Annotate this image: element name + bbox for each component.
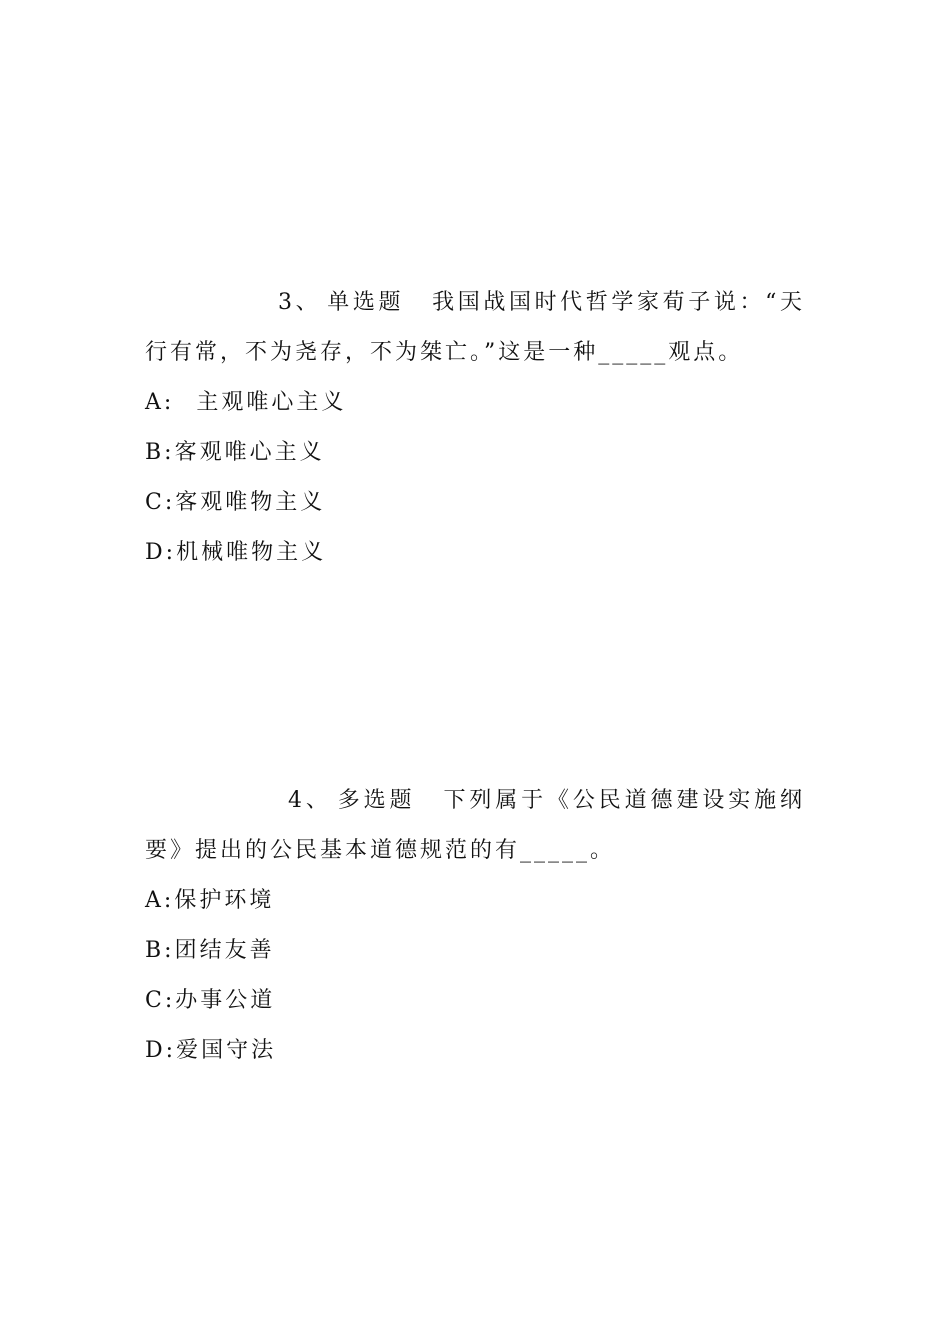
option-d bbox=[145, 528, 805, 578]
option-text: 机械唯物主义 bbox=[176, 540, 327, 565]
question-number: 3、 bbox=[278, 290, 322, 315]
question-type: 单选题 bbox=[327, 290, 405, 315]
option-letter: D: bbox=[145, 1038, 177, 1063]
option-letter: A: bbox=[145, 888, 175, 913]
question-text: 下列属于《公民道德建设实施纲要》提出的公民基本道德规范的有_____。 bbox=[145, 788, 805, 863]
option-letter: D: bbox=[145, 540, 177, 565]
option-b bbox=[145, 926, 805, 976]
question-text: 我国战国时代哲学家荀子说：“天行有常，不为尧存，不为桀亡。”这是一种_____观点。 bbox=[145, 290, 805, 365]
option-letter: C: bbox=[145, 490, 176, 515]
option-text: 爱国守法 bbox=[176, 1038, 277, 1063]
option-letter: A: bbox=[145, 390, 175, 415]
option-text: 办事公道 bbox=[175, 988, 276, 1013]
option-d bbox=[145, 1026, 805, 1076]
option-a bbox=[145, 876, 805, 926]
option-letter: C: bbox=[145, 988, 176, 1013]
option-text: 团结友善 bbox=[174, 938, 275, 963]
option-letter: B: bbox=[145, 440, 175, 465]
option-c bbox=[145, 478, 805, 528]
option-a bbox=[145, 378, 805, 428]
option-c bbox=[145, 976, 805, 1026]
option-text: 保护环境 bbox=[174, 888, 275, 913]
question-stem bbox=[145, 776, 805, 876]
option-b bbox=[145, 428, 805, 478]
question-type: 多选题 bbox=[337, 788, 416, 813]
option-text: 主观唯心主义 bbox=[196, 390, 347, 415]
option-letter: B: bbox=[145, 938, 175, 963]
question-3 bbox=[145, 278, 805, 578]
question-number: 4、 bbox=[288, 788, 332, 813]
question-stem bbox=[145, 278, 805, 378]
option-text: 客观唯心主义 bbox=[174, 440, 325, 465]
question-4 bbox=[145, 776, 805, 1076]
option-text: 客观唯物主义 bbox=[175, 490, 326, 515]
